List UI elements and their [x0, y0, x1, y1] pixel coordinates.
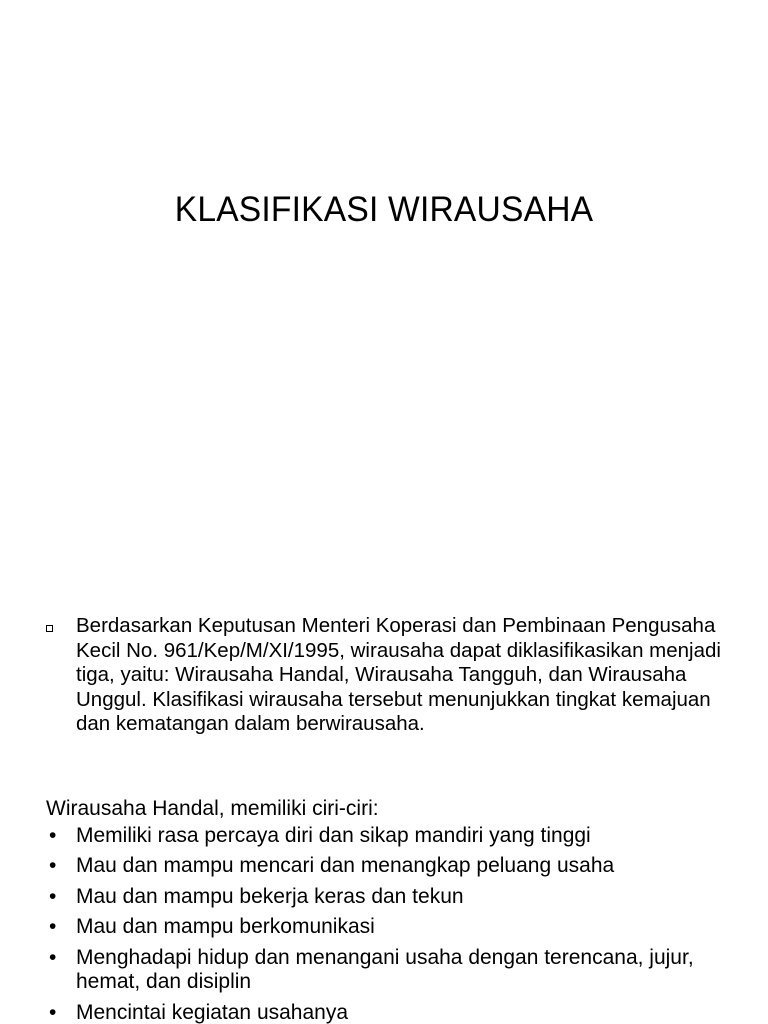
- intro-text: Berdasarkan Keputusan Menteri Koperasi dan Pembinaan Pengusaha Kecil No. 961/Kep/M/XI/1995, wirausaha dapat diklasifikasikan menjadi tiga, yaitu: Wirausaha Handal, Wirausaha Tangguh, dan Wirausaha Unggul. Klasifikasi wirausaha tersebut menunjukkan tingkat kemajuan dan kematangan dalam berwirausaha.: [76, 614, 721, 736]
- section-heading: Wirausaha Handal, memiliki ciri-ciri:: [46, 797, 379, 820]
- bullet-icon: •: [49, 854, 57, 878]
- list-item: [46, 1001, 746, 1024]
- list-item: [46, 854, 746, 879]
- list-item-text: Menghadapi hidup dan menangani usaha dengan terencana, jujur, hemat, dan disiplin: [76, 945, 694, 994]
- page-title: KLASIFIKASI WIRAUSAHA: [174, 190, 594, 229]
- list-item: [46, 915, 746, 940]
- handal-section: [46, 794, 746, 1024]
- bullet-icon: •: [49, 1000, 57, 1024]
- list-item: [46, 946, 746, 995]
- list-item-text: Memiliki rasa percaya diri dan sikap mandiri yang tinggi: [76, 824, 591, 847]
- bullet-icon: •: [49, 824, 57, 847]
- list-item: [46, 885, 746, 910]
- list-item-text: Mau dan mampu berkomunikasi: [76, 915, 375, 939]
- list-item-text: Mau dan mampu mencari dan menangkap peluang usaha: [76, 854, 615, 878]
- bullet-icon: •: [49, 945, 57, 969]
- list-item-text: Mencintai kegiatan usahanya: [76, 1000, 349, 1024]
- list-item-text: Mau dan mampu bekerja keras dan tekun: [76, 884, 464, 908]
- list-item: [46, 824, 746, 849]
- bullet-icon: •: [49, 915, 57, 939]
- intro-paragraph: [46, 614, 736, 737]
- criteria-list: [46, 824, 746, 1024]
- hollow-square-bullet-icon: [46, 625, 53, 632]
- bullet-icon: •: [49, 884, 57, 908]
